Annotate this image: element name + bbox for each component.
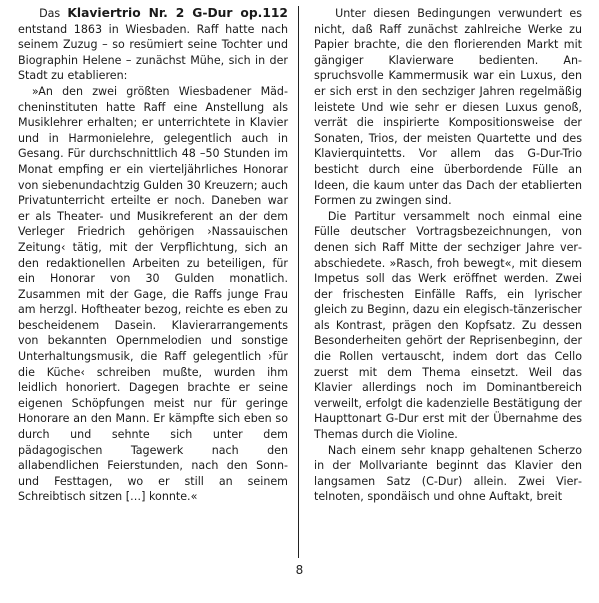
work-title: Klaviertrio Nr. 2 G-Dur op.112 [67, 6, 288, 20]
column-divider [298, 6, 299, 558]
left-column [18, 6, 288, 505]
quote-paragraph: »An den zwei größten Wiesbadener Mädcheninstituten hatte Raff eine Anstellung als Musiklehrer erhalten; er unterrichtete in Klavier und in Harmonielehre, gelegentlich auch in Gesang. Für durchschnittlich 48 –50 Stunden im Monat empfing er ein vierteljährliches Honorar von siebenundachtzig Gulden 30 Kreuzern; auch Privatunterricht erteilte er noch. Daneben war er als Theater- und Musikreferent an der dem Verleger Friedrich gehörigen ›Nassauischen Zeitung‹ tätig, mit der Verpflichtung, sich an den redaktionellen Arbeiten zu beteiligen, für ein Honorar von 30 Gulden monatlich. Zusammen mit der Gage, die Raffs junge Frau am herzgl. Hoftheater bezog, reichte es eben zu bescheidenem Dasein. Klavierarrangements von bekannten Opernmelodien und sonstige Unterhaltungsmusik, die Raff gelegentlich ›für die Küche‹ schreiben mußte, wurden ihm leidlich honoriert. Dagegen brachte er seine eigenen Schöpfungen meist nur für geringe Honorare an den Mann. Er kämpfte sich eben so durch und sehnte sich unter dem pädagogischen Tagewerk nach den allabendlichen Feierstunden, nach den Sonn- und Festtagen, wo er still an seinem Schreibtisch sitzen […] konnte.« [18, 84, 288, 504]
paragraph-score: Die Partitur versammelt noch einmal eine Fülle deutscher Vortragsbezeichnungen, von denen sich Raff Mitte der sechziger Jahre verabschiedete. »Rasch, froh bewegt«, mit diesem Impetus soll das Werk eröffnet werden. Zwei der frischesten Einfälle Raffs, ein lyrischer gleich zu Beginn, dazu ein elegisch-tänzerischer als Kontrast, prägen den Kopfsatz. Zu dessen Besonderheiten gehört der Reprisenbeginn, der die Rollen vertauscht, indem dort das Cello zuerst mit dem Thema einsetzt. Weil das Klavier allerdings noch im Dominantbereich verweilt, erfolgt die kadenzielle Bestätigung der Haupttonart G-Dur erst mit der Übernahme des Themas durch die Violine. [314, 209, 582, 442]
intro-start: Das [39, 7, 68, 20]
right-column [314, 6, 582, 505]
paragraph-scherzo: Nach einem sehr knapp gehaltenen Scherzo in der Mollvariante beginnt das Klavier den langsamen Satz (C-Dur) allein. Zwei Viertelnoten, spondäisch und ohne Auftakt, breit [314, 443, 582, 504]
intro-end: entstand 1863 in Wiesbaden. Raff hatte nach seinem Zuzug – so resümiert seine Tochter und Biographin Helene – zunächst Mühe, sich in der Stadt zu etablieren: [18, 22, 288, 83]
paragraph-conditions: Unter diesen Bedingungen verwundert es nicht, daß Raff zunächst zahlreiche Werke zu Papier brachte, die den florierenden Markt mit gängiger Klavierware bedienten. Anspruchsvolle Kammermusik war ein Luxus, den er sich erst in den sechziger Jahren regelmäßig leistete Und wie sehr er diesen Luxus genoß, verrät die inspirierte Kompositionsweise der Sonaten, Trios, der meisten Quartette und des Klavierquintetts. Vor allem das G-Dur-Trio besticht durch eine überbordende Fülle an Ideen, die kaum unter das Dach der etablierten Formen zu zwingen sind. [314, 7, 582, 208]
intro-paragraph [18, 6, 288, 84]
page-number: 8 [295, 563, 304, 577]
